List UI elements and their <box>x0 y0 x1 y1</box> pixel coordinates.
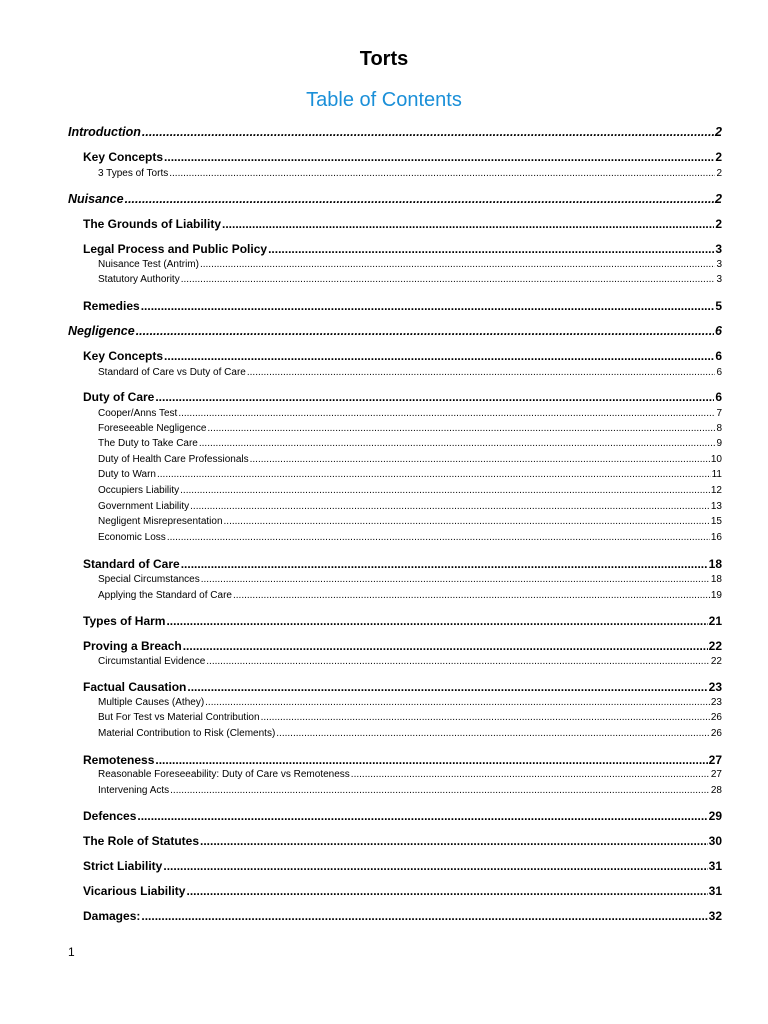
toc-entry-page: 26 <box>710 712 722 723</box>
toc-entry[interactable] <box>83 834 722 850</box>
toc-entry-page: 6 <box>715 324 722 338</box>
toc-entry-label: Negligence <box>68 324 135 338</box>
toc-dot-leader <box>157 469 711 480</box>
toc-entry[interactable] <box>68 125 722 141</box>
toc-entry-page: 9 <box>716 438 722 449</box>
toc-entry-label: The Grounds of Liability <box>83 217 221 231</box>
toc-entry-page: 3 <box>715 242 722 256</box>
toc-entry-page: 31 <box>708 884 722 898</box>
toc-entry-page: 26 <box>710 728 722 739</box>
toc-entry-page: 21 <box>708 614 722 628</box>
toc-entry-label: Strict Liability <box>83 859 163 873</box>
toc-entry-page: 6 <box>716 367 722 378</box>
toc-entry-label: But For Test vs Material Contribution <box>98 712 260 723</box>
toc-entry-label: Economic Loss <box>98 532 166 543</box>
toc-dot-leader <box>163 859 707 873</box>
toc-entry-page: 2 <box>715 217 722 231</box>
toc-entry-page: 12 <box>710 485 722 496</box>
toc-entry-page: 10 <box>710 454 722 465</box>
toc-entry[interactable] <box>98 532 722 545</box>
toc-entry[interactable] <box>83 557 722 573</box>
toc-entry-label: Nuisance <box>68 192 124 206</box>
toc-entry[interactable] <box>83 390 722 406</box>
toc-entry-page: 23 <box>708 680 722 694</box>
toc-entry-page: 27 <box>710 769 722 780</box>
toc-dot-leader <box>136 324 714 338</box>
toc-entry-page: 5 <box>715 299 722 313</box>
toc-entry-page: 2 <box>716 168 722 179</box>
toc-entry-label: Defences <box>83 809 137 823</box>
toc-heading: Table of Contents <box>306 89 462 111</box>
toc-dot-leader <box>155 390 714 404</box>
toc-dot-leader <box>200 259 715 270</box>
toc-entry-label: Material Contribution to Risk (Clements) <box>98 728 276 739</box>
toc-dot-leader <box>222 217 714 231</box>
toc-entry[interactable] <box>98 785 722 798</box>
toc-dot-leader <box>167 532 710 543</box>
toc-entry-label: Damages: <box>83 909 141 923</box>
toc-entry[interactable] <box>98 274 722 287</box>
toc-entry[interactable] <box>98 168 722 181</box>
toc-entry-page: 22 <box>708 639 722 653</box>
toc-entry-label: Intervening Acts <box>98 785 170 796</box>
toc-entry-label: Remedies <box>83 299 140 313</box>
toc-dot-leader <box>200 834 708 848</box>
toc-dot-leader <box>142 125 714 139</box>
toc-dot-leader <box>201 574 710 585</box>
toc-entry-page: 2 <box>715 125 722 139</box>
toc-entry[interactable] <box>98 697 722 710</box>
toc-dot-leader <box>137 809 707 823</box>
toc-entry-label: Statutory Authority <box>98 274 180 285</box>
toc-entry-page: 19 <box>710 590 722 601</box>
toc-entry[interactable] <box>98 501 722 514</box>
toc-dot-leader <box>186 884 707 898</box>
toc-dot-leader <box>164 349 714 363</box>
toc-dot-leader <box>155 753 707 767</box>
toc-entry[interactable] <box>98 516 722 529</box>
toc-dot-leader <box>268 242 714 256</box>
toc-entry-page: 3 <box>716 259 722 270</box>
toc-entry-page: 11 <box>711 469 722 480</box>
toc-entry-label: The Role of Statutes <box>83 834 200 848</box>
toc-entry-label: Vicarious Liability <box>83 884 186 898</box>
toc-entry[interactable] <box>83 349 722 365</box>
toc-entry[interactable] <box>83 909 722 925</box>
toc-entry-page: 32 <box>708 909 722 923</box>
toc-entry-page: 8 <box>716 423 722 434</box>
toc-dot-leader <box>181 274 716 285</box>
toc-dot-leader <box>250 454 710 465</box>
toc-entry-label: Government Liability <box>98 501 190 512</box>
toc-entry-label: Key Concepts <box>83 349 164 363</box>
toc-entry-page: 23 <box>710 697 722 708</box>
toc-entry[interactable] <box>98 769 722 782</box>
toc-entry-label: Cooper/Anns Test <box>98 408 178 419</box>
toc-entry-page: 15 <box>710 516 722 527</box>
toc-entry[interactable] <box>83 639 722 655</box>
toc-entry-page: 13 <box>710 501 722 512</box>
toc-entry[interactable] <box>83 884 722 900</box>
toc-entry-page: 2 <box>715 150 722 164</box>
toc-dot-leader <box>170 785 710 796</box>
toc-dot-leader <box>178 408 715 419</box>
toc-dot-leader <box>261 712 710 723</box>
toc-entry[interactable] <box>83 680 722 696</box>
toc-dot-leader <box>351 769 710 780</box>
toc-dot-leader <box>141 299 715 313</box>
toc-entry-label: Special Circumstances <box>98 574 200 585</box>
toc-entry-label: Legal Process and Public Policy <box>83 242 268 256</box>
toc-entry-label: The Duty to Take Care <box>98 438 198 449</box>
toc-entry-label: Applying the Standard of Care <box>98 590 232 601</box>
toc-entry[interactable] <box>98 656 722 669</box>
toc-entry-label: Introduction <box>68 125 141 139</box>
toc-entry-page: 3 <box>716 274 722 285</box>
toc-dot-leader <box>164 150 714 164</box>
toc-entry[interactable] <box>83 809 722 825</box>
toc-entry-label: Foreseeable Negligence <box>98 423 207 434</box>
toc-entry[interactable] <box>83 217 722 233</box>
toc-dot-leader <box>224 516 710 527</box>
toc-entry-label: Factual Causation <box>83 680 187 694</box>
toc-entry-label: Standard of Care vs Duty of Care <box>98 367 246 378</box>
toc-entry-label: Types of Harm <box>83 614 166 628</box>
toc-entry[interactable] <box>98 574 722 587</box>
toc-dot-leader <box>166 614 707 628</box>
toc-entry-page: 28 <box>710 785 722 796</box>
toc-entry[interactable] <box>98 423 722 436</box>
toc-entry[interactable] <box>83 753 722 769</box>
toc-entry-label: Multiple Causes (Athey) <box>98 697 205 708</box>
toc-entry[interactable] <box>98 469 722 482</box>
toc-dot-leader <box>247 367 716 378</box>
toc-entry[interactable] <box>98 408 722 421</box>
toc-entry-label: Proving a Breach <box>83 639 182 653</box>
toc-dot-leader <box>205 697 710 708</box>
toc-dot-leader <box>141 909 707 923</box>
toc-entry-label: Nuisance Test (Antrim) <box>98 259 199 270</box>
toc-entry[interactable] <box>98 259 722 272</box>
toc-entry-page: 27 <box>708 753 722 767</box>
toc-entry-page: 29 <box>708 809 722 823</box>
toc-dot-leader <box>206 656 710 667</box>
toc-entry-page: 22 <box>710 656 722 667</box>
toc-dot-leader <box>181 557 708 571</box>
toc-entry-label: Circumstantial Evidence <box>98 656 206 667</box>
toc-entry-label: 3 Types of Torts <box>98 168 169 179</box>
toc-entry[interactable] <box>98 367 722 380</box>
toc-dot-leader <box>190 501 710 512</box>
toc-dot-leader <box>180 485 710 496</box>
toc-entry[interactable] <box>83 150 722 166</box>
toc-entry-label: Duty of Care <box>83 390 155 404</box>
page-number: 1 <box>68 945 75 959</box>
toc-dot-leader <box>183 639 708 653</box>
toc-entry-label: Duty of Health Care Professionals <box>98 454 249 465</box>
toc-entry[interactable] <box>98 454 722 467</box>
toc-entry[interactable] <box>98 438 722 451</box>
toc-entry-page: 16 <box>710 532 722 543</box>
toc-entry[interactable] <box>68 324 722 340</box>
toc-entry[interactable] <box>68 192 722 208</box>
toc-entry-page: 6 <box>715 349 722 363</box>
toc-entry-label: Standard of Care <box>83 557 180 571</box>
toc-entry-page: 18 <box>710 574 722 585</box>
toc-entry-label: Duty to Warn <box>98 469 156 480</box>
toc-entry-page: 2 <box>715 192 722 206</box>
toc-entry-page: 30 <box>708 834 722 848</box>
toc-entry-label: Reasonable Foreseeability: Duty of Care vs Remoteness <box>98 769 350 780</box>
toc-entry-label: Key Concepts <box>83 150 164 164</box>
toc-dot-leader <box>125 192 714 206</box>
document-title: Torts <box>359 48 409 70</box>
toc-dot-leader <box>233 590 710 601</box>
toc-dot-leader <box>276 728 710 739</box>
toc-dot-leader <box>169 168 715 179</box>
toc-dot-leader <box>207 423 715 434</box>
toc-dot-leader <box>187 680 707 694</box>
toc-entry-page: 18 <box>708 557 722 571</box>
toc-entry[interactable] <box>83 242 722 258</box>
toc-entry-label: Occupiers Liability <box>98 485 180 496</box>
toc-entry-page: 7 <box>716 408 722 419</box>
toc-entry[interactable] <box>98 728 722 741</box>
toc-entry[interactable] <box>98 712 722 725</box>
toc-entry[interactable] <box>83 614 722 630</box>
toc-entry[interactable] <box>98 485 722 498</box>
toc-entry[interactable] <box>83 859 722 875</box>
toc-entry-page: 6 <box>715 390 722 404</box>
toc-entry-page: 31 <box>708 859 722 873</box>
toc-entry-label: Negligent Misrepresentation <box>98 516 223 527</box>
toc-dot-leader <box>199 438 716 449</box>
toc-entry-label: Remoteness <box>83 753 155 767</box>
toc-entry[interactable] <box>83 299 722 315</box>
toc-entry[interactable] <box>98 590 722 603</box>
